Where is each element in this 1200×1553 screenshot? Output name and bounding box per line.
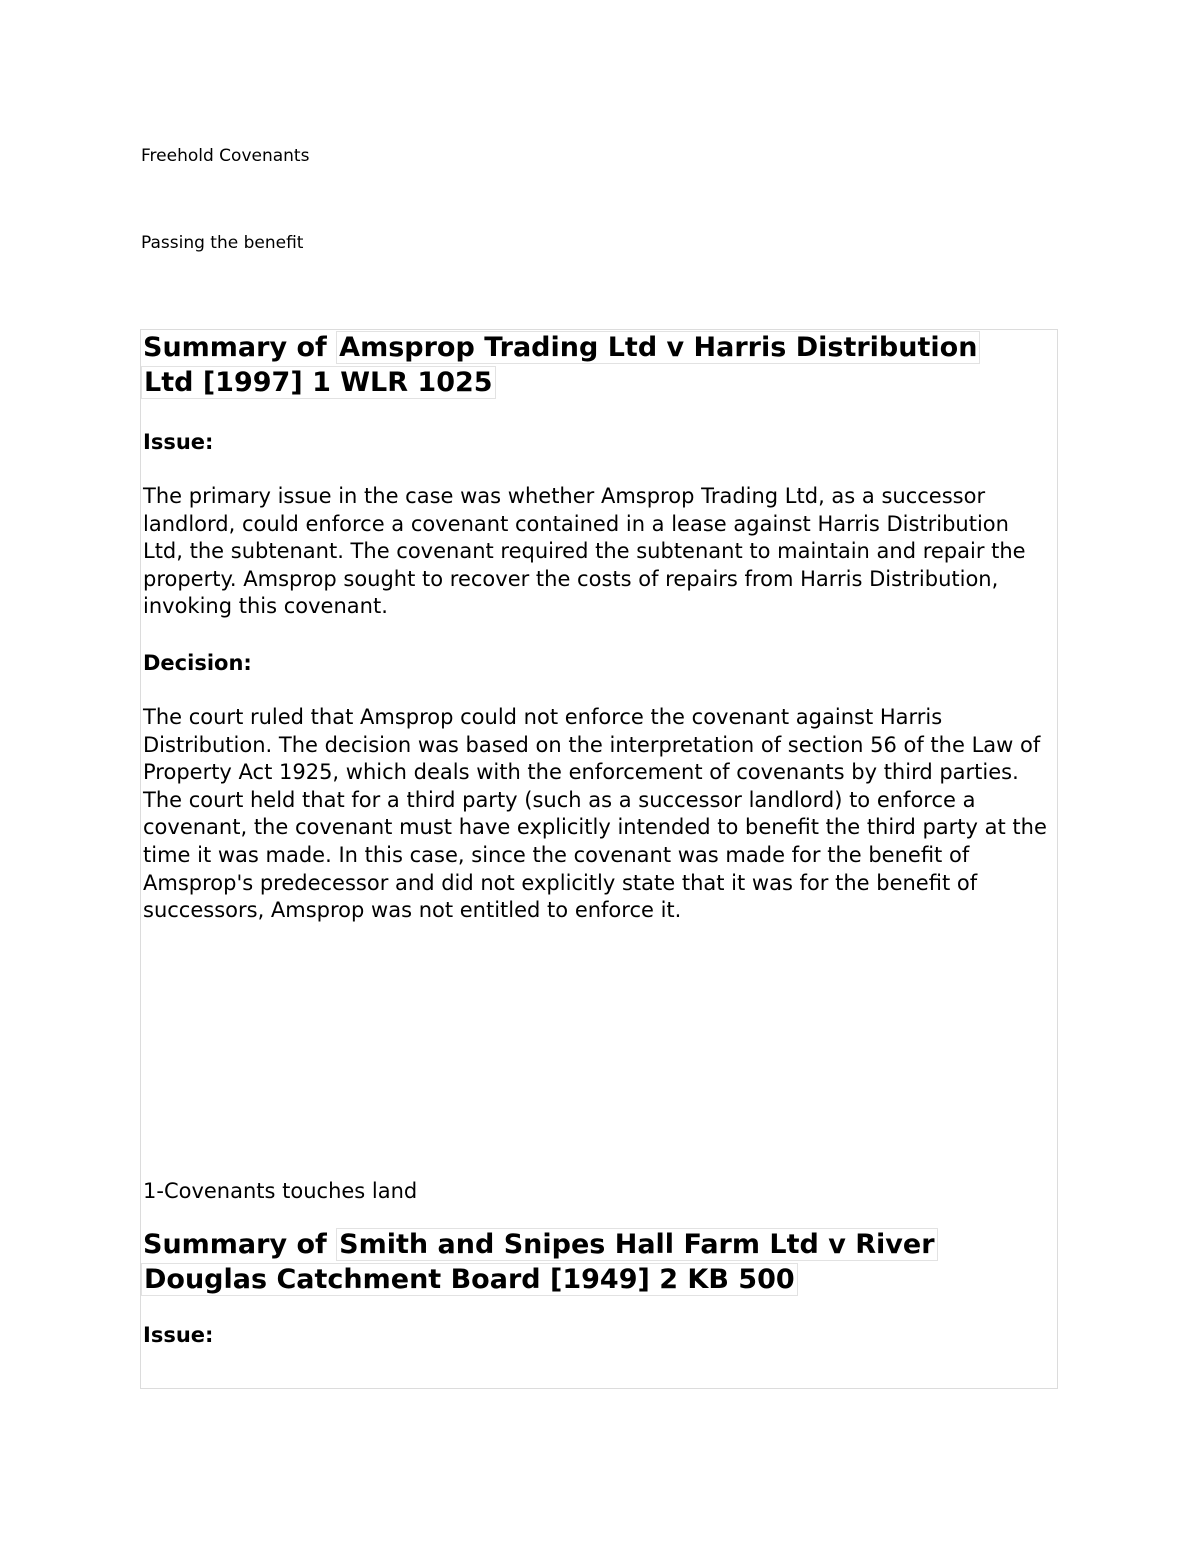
- case2-issue-label: Issue:: [143, 1322, 214, 1347]
- case2-heading: [143, 1227, 1057, 1297]
- case1-decision-text: The court ruled that Amsprop could not enforce the covenant against Harris Distribution. The decision was based on the interpretation of section 56 of the Law of Property Act 1925, which deals with the enforcement of covenants by third parties. The court held that for a third party (such as a successor landlord) to enforce a covenant, the covenant must have explicitly intended to benefit the third party at the time it was made. In this case, since the covenant was made for the benefit of Amsprop's predecessor and did not explicitly state that it was for the benefit of successors, Amsprop was not entitled to enforce it.: [143, 704, 1047, 923]
- case1-decision-label: Decision:: [143, 650, 252, 675]
- document-title: Freehold Covenants: [141, 146, 310, 166]
- case1-issue-text: The primary issue in the case was whether Amsprop Trading Ltd, as a successor landlord, could enforce a covenant contained in a lease against Harris Distribution Ltd, the subtenant. The covenant required the subtenant to maintain and repair the property. Amsprop sought to recover the costs of repairs from Harris Distribution, invoking this covenant.: [143, 484, 1026, 619]
- case1-name-line2: Ltd [1997] 1 WLR 1025: [141, 366, 496, 399]
- subsection-label: 1-Covenants touches land: [143, 1178, 418, 1203]
- case-summary-content: [141, 330, 1057, 1349]
- case2-name-line2: Douglas Catchment Board [1949] 2 KB 500: [141, 1263, 798, 1296]
- case-summary-box: [140, 329, 1058, 1389]
- case2-name-line1: Smith and Snipes Hall Farm Ltd v River: [336, 1228, 937, 1261]
- case1-heading: [143, 330, 1057, 400]
- case1-issue-label: Issue:: [143, 430, 214, 454]
- case2-heading-prefix: Summary of: [143, 1228, 337, 1260]
- section-heading: Passing the benefit: [141, 233, 304, 253]
- case1-name-line1: Amsprop Trading Ltd v Harris Distribution: [336, 331, 980, 364]
- case1-heading-prefix: Summary of: [143, 332, 337, 363]
